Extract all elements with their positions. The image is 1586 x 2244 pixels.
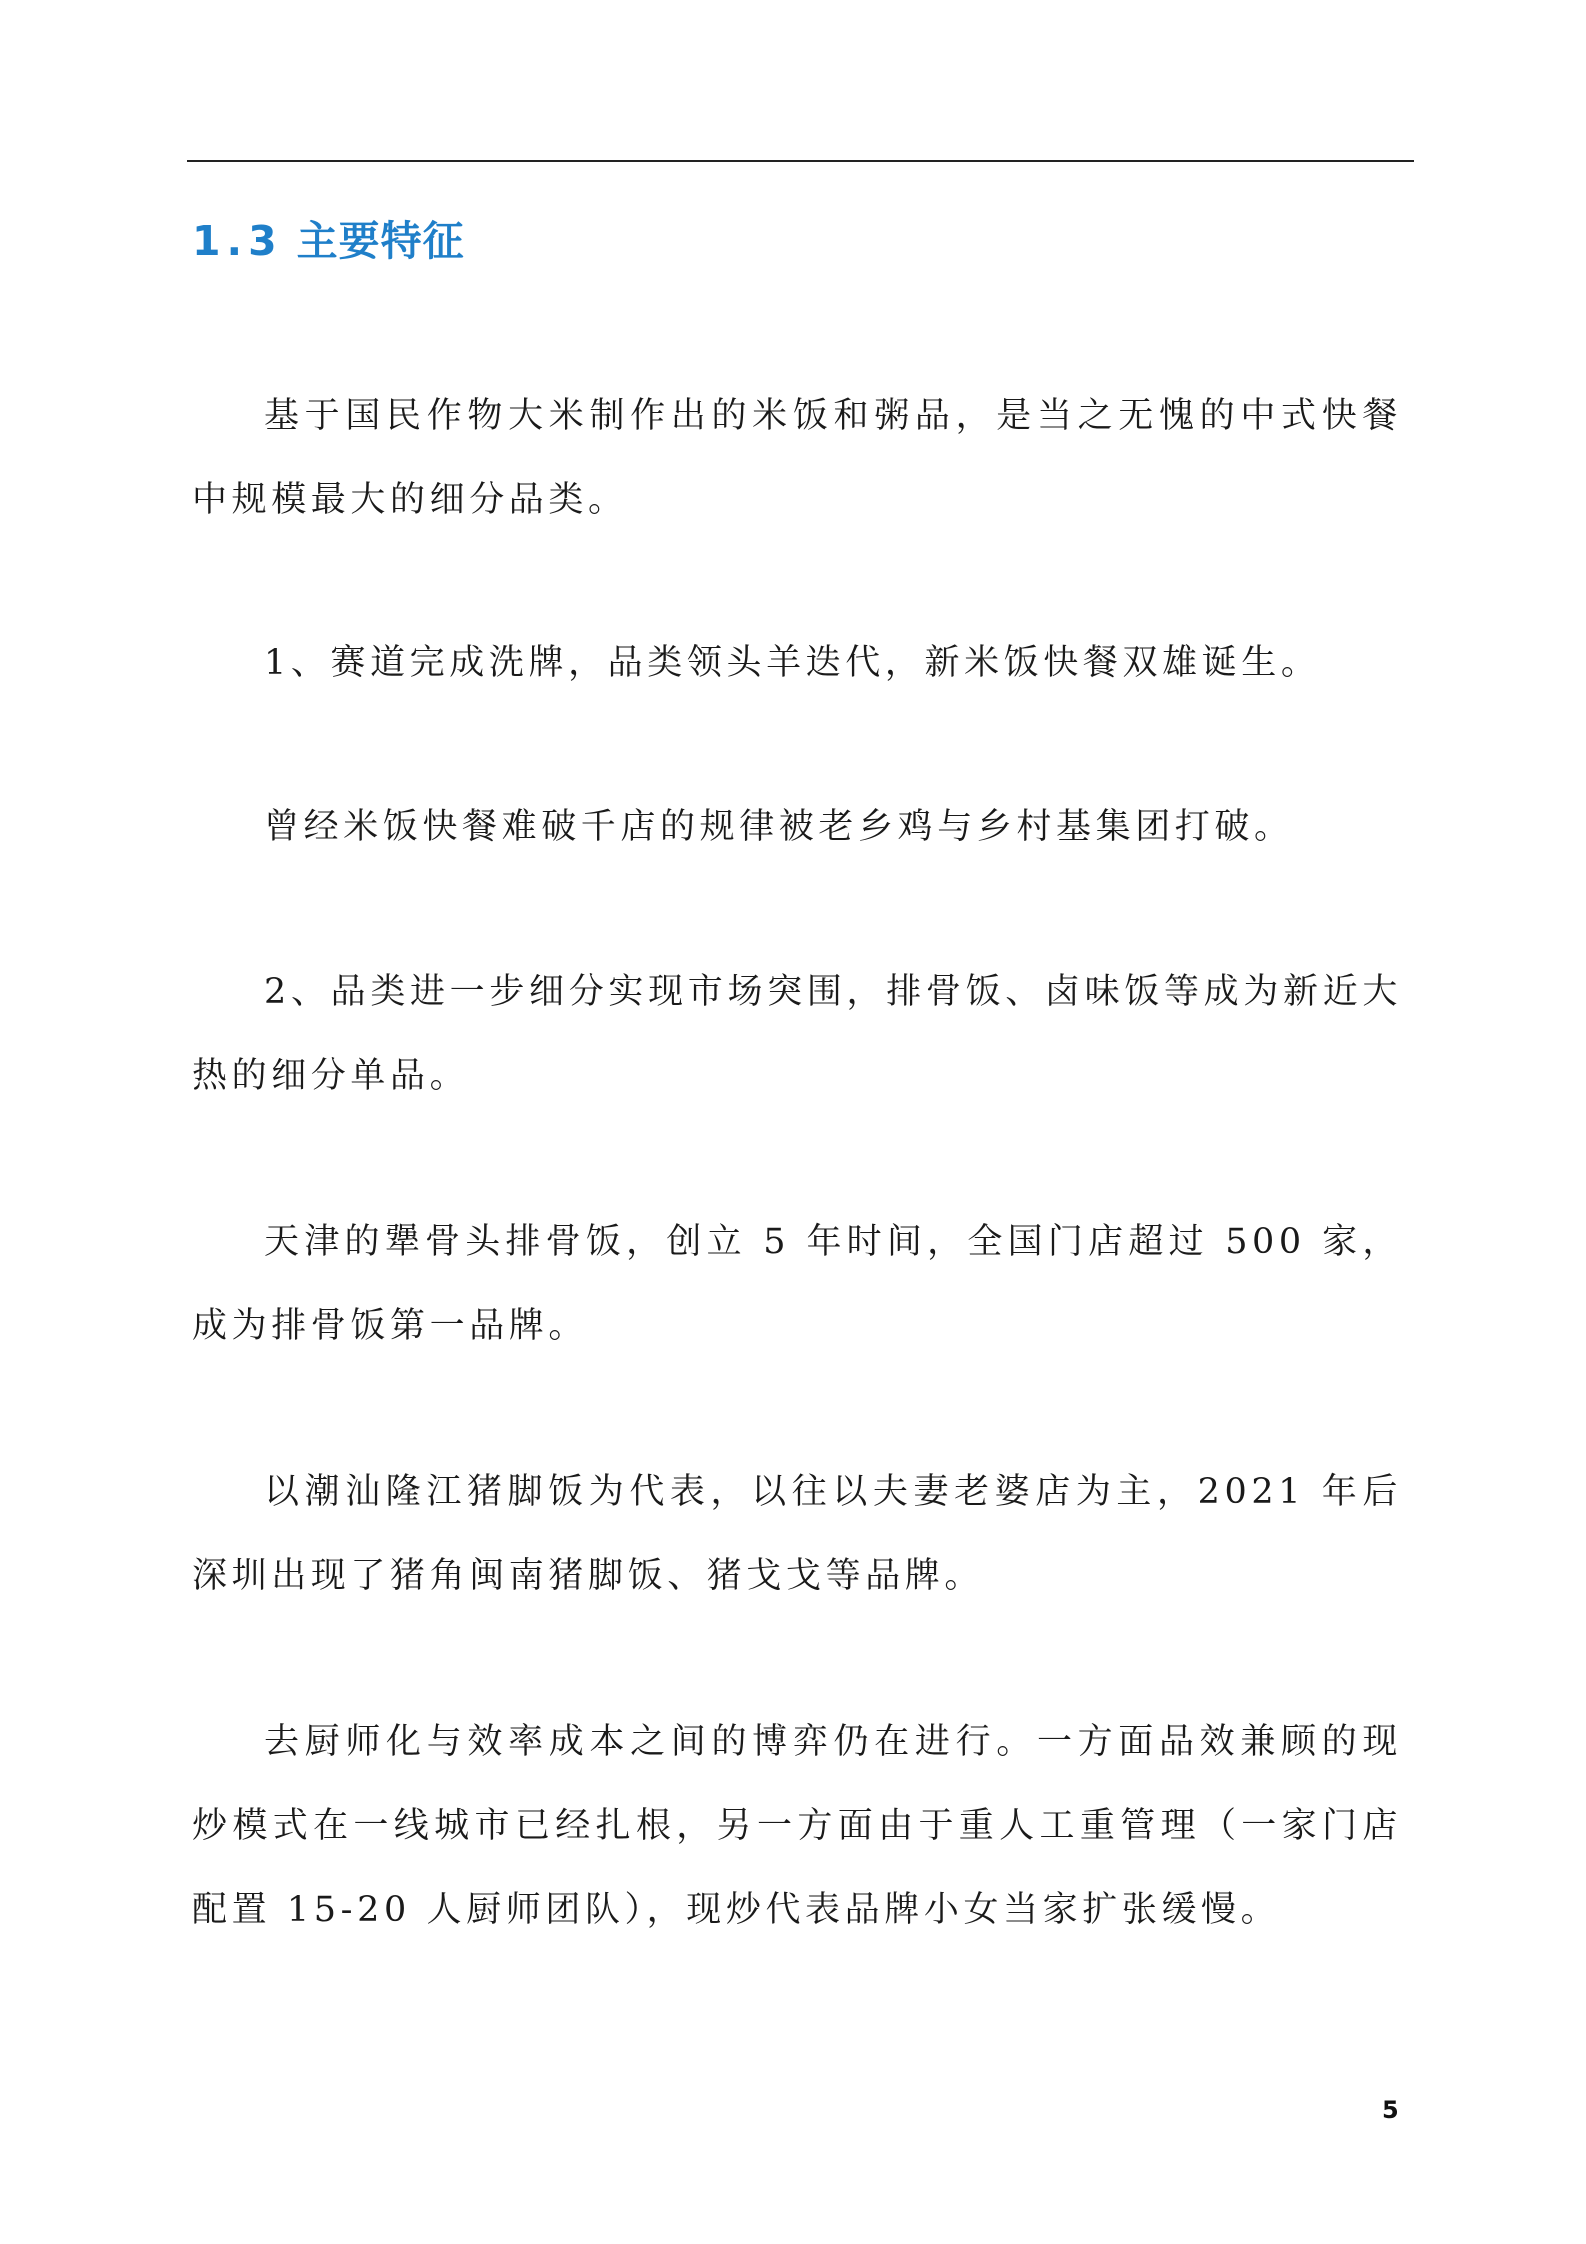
header-rule (187, 160, 1414, 162)
section-title: 主要特征 (296, 217, 465, 265)
paragraph-point-1-detail: 曾经米饭快餐难破千店的规律被老乡鸡与乡村基集团打破。 (264, 807, 1294, 847)
section-number: 1.3 (192, 217, 283, 265)
paragraph-point-2-example-pork-rib: 天津的犟骨头排骨饭，创立 5 年时间，全国门店超过 500 家，成为排骨饭第一品牌。 (192, 1222, 1402, 1346)
section-heading (192, 208, 465, 267)
paragraph-point-2: 2、品类进一步细分实现市场突围，排骨饭、卤味饭等成为新近大热的细分单品。 (192, 972, 1402, 1096)
page-number: 5 (1382, 2096, 1399, 2124)
paragraph-point-1: 1、赛道完成洗牌，品类领头羊迭代，新米饭快餐双雄诞生。 (264, 643, 1321, 683)
paragraph-point-2-example-pig-trotter: 以潮汕隆江猪脚饭为代表，以往以夫妻老婆店为主，2021 年后深圳出现了猪角闽南猪脚饭、猪戈戈等品牌。 (192, 1472, 1402, 1596)
paragraph-efficiency-tradeoff: 去厨师化与效率成本之间的博弈仍在进行。一方面品效兼顾的现炒模式在一线城市已经扎根，另一方面由于重人工重管理（一家门店配置 15-20 人厨师团队），现炒代表品牌小女当家扩张缓慢。 (192, 1722, 1402, 1930)
paragraph-intro: 基于国民作物大米制作出的米饭和粥品，是当之无愧的中式快餐中规模最大的细分品类。 (192, 396, 1402, 520)
